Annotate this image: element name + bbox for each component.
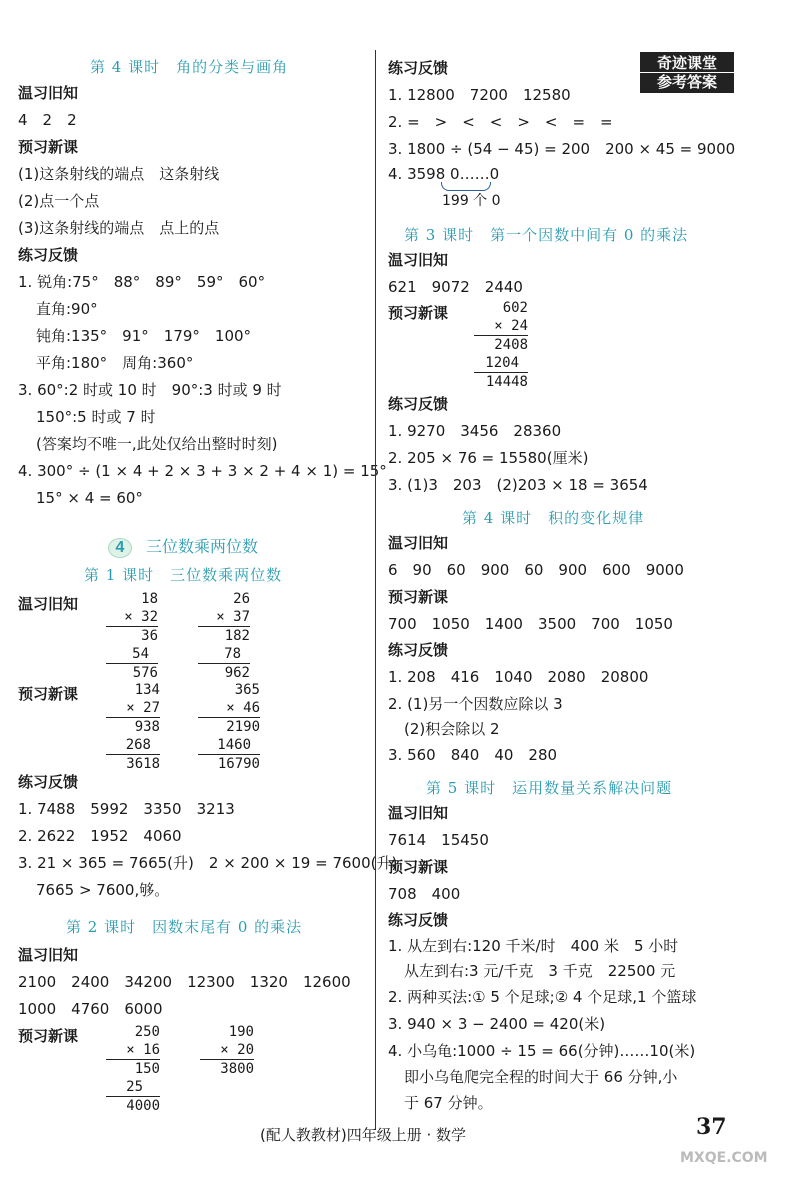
- l5-practice-2: 2. 两种买法:① 5 个足球;② 4 个足球,1 个篮球: [388, 988, 697, 1006]
- calc-line: 268: [125, 737, 151, 753]
- unit-title-text: 三位数乘两位数: [146, 539, 259, 556]
- calc-line: 16790: [217, 756, 260, 772]
- calc-line: 962: [224, 665, 250, 681]
- practice-1-straight: 平角:180° 周角:360°: [36, 354, 194, 372]
- l5-practice-4b: 即小乌龟爬完全程的时间大于 66 分钟,小: [404, 1068, 678, 1086]
- calc-line: 36: [141, 628, 158, 644]
- lesson-5-title: 第 5 课时 运用数量关系解决问题: [426, 779, 673, 797]
- calc-line: 250: [134, 1024, 160, 1040]
- l1-practice-2: 2. 2622 1952 4060: [18, 827, 182, 845]
- l5-preview-heading: 预习新课: [388, 858, 449, 876]
- calc-line: 1204: [485, 355, 519, 371]
- practice-3-line-2: 150°:5 时或 7 时: [36, 408, 156, 426]
- vertical-calc-365x46: [198, 681, 260, 773]
- calc-line: 26: [233, 591, 250, 607]
- l3-practice-heading: 练习反馈: [388, 395, 449, 413]
- calc-line: 938: [134, 719, 160, 735]
- l4-review: 6 90 60 900 60 900 600 9000: [388, 561, 684, 579]
- vertical-calc-26x37: [198, 590, 250, 682]
- zeros-brace: [441, 182, 491, 191]
- r-practice-4-note: 199 个 0: [442, 193, 501, 209]
- l4-practice-1: 1. 208 416 1040 2080 20800: [388, 668, 649, 686]
- lesson-1-title: 第 1 课时 三位数乘两位数: [84, 566, 283, 584]
- l2-review-line-2: 1000 4760 6000: [18, 1000, 163, 1018]
- l1-practice-3-line-1: 3. 21 × 365 = 7665(升) 2 × 200 × 19 = 7600(升): [18, 854, 398, 872]
- r-practice-1: 1. 12800 7200 12580: [388, 86, 571, 104]
- calc-line: × 37: [216, 609, 250, 625]
- l5-practice-1a: 1. 从左到右:120 千米/时 400 米 5 小时: [388, 937, 679, 955]
- unit-number: 4: [108, 538, 132, 558]
- practice-4-line-1: 4. 300° ÷ (1 × 4 + 2 × 3 + 3 × 2 + 4 × 1) = 15°: [18, 462, 387, 480]
- preview-item-2: (2)点一个点: [18, 192, 100, 210]
- calc-line: 54: [132, 646, 149, 662]
- calc-line: 365: [234, 682, 260, 698]
- badge-line-1: 奇迹课堂: [656, 54, 717, 72]
- l3-review-heading: 温习旧知: [388, 251, 449, 269]
- l2-review-heading: 温习旧知: [18, 946, 79, 964]
- review-answer: 4 2 2: [18, 111, 77, 129]
- calc-line: × 32: [124, 609, 158, 625]
- calc-line: 134: [134, 682, 160, 698]
- practice-1-right: 直角:90°: [36, 300, 98, 318]
- r-practice-4: 4. 3598 0……0: [388, 165, 500, 183]
- r-practice-3: 3. 1800 ÷ (54 − 45) = 200 200 × 45 = 9000: [388, 140, 736, 158]
- preview-heading: 预习新课: [18, 138, 79, 156]
- review-heading: 温习旧知: [18, 84, 79, 102]
- preview-item-3: (3)这条射线的端点 点上的点: [18, 219, 220, 237]
- l5-preview: 708 400: [388, 885, 461, 903]
- l5-practice-heading: 练习反馈: [388, 911, 449, 929]
- vertical-calc-18x32: [106, 590, 158, 682]
- calc-line: 2190: [226, 719, 260, 735]
- l1-preview-heading: 预习新课: [18, 685, 79, 703]
- page-footer: (配人教教材)四年级上册 · 数学: [260, 1126, 467, 1144]
- vertical-calc-134x27: [106, 681, 160, 773]
- l4-practice-3: 3. 560 840 40 280: [388, 746, 558, 764]
- l5-practice-4a: 4. 小乌龟:1000 ÷ 15 = 66(分钟)……10(米): [388, 1042, 696, 1060]
- vertical-calc-250x16: [106, 1023, 160, 1115]
- l4-practice-heading: 练习反馈: [388, 641, 449, 659]
- practice-3-line-1: 3. 60°:2 时或 10 时 90°:3 时或 9 时: [18, 381, 282, 399]
- calc-line: × 46: [226, 700, 260, 716]
- r-practice-heading: 练习反馈: [388, 59, 449, 77]
- watermark: MXQE.COM: [680, 1150, 768, 1166]
- page-number: 37: [696, 1114, 727, 1140]
- vertical-calc-602x24: [474, 299, 528, 391]
- lesson-4-title: 第 4 课时 角的分类与画角: [90, 58, 289, 76]
- badge-line-2: 参考答案: [640, 72, 734, 91]
- l3-practice-1: 1. 9270 3456 28360: [388, 422, 562, 440]
- l2-preview-heading: 预习新课: [18, 1027, 79, 1045]
- l3-practice-2: 2. 205 × 76 = 15580(厘米): [388, 449, 589, 467]
- calc-line: 4000: [126, 1098, 160, 1114]
- calc-line: 576: [132, 665, 158, 681]
- calc-line: 3800: [220, 1061, 254, 1077]
- practice-4-line-2: 15° × 4 = 60°: [36, 489, 143, 507]
- l5-review-heading: 温习旧知: [388, 804, 449, 822]
- l5-practice-3: 3. 940 × 3 − 2400 = 420(米): [388, 1015, 606, 1033]
- calc-line: × 16: [126, 1042, 160, 1058]
- calc-line: 1460: [217, 737, 251, 753]
- l2-review-line-1: 2100 2400 34200 12300 1320 12600: [18, 973, 351, 991]
- vertical-calc-190x20: [200, 1023, 254, 1078]
- l5-practice-1b: 从左到右:3 元/千克 3 千克 22500 元: [404, 962, 676, 980]
- l5-practice-4c: 于 67 分钟。: [404, 1094, 493, 1112]
- l4-preview-heading: 预习新课: [388, 588, 449, 606]
- l1-practice-1: 1. 7488 5992 3350 3213: [18, 800, 235, 818]
- calc-line: 14448: [485, 374, 528, 390]
- practice-1-acute: 1. 锐角:75° 88° 89° 59° 60°: [18, 273, 266, 291]
- calc-line: 190: [228, 1024, 254, 1040]
- calc-line: 602: [502, 300, 528, 316]
- l4-review-heading: 温习旧知: [388, 534, 449, 552]
- l3-preview-heading: 预习新课: [388, 304, 449, 322]
- lesson-4b-title: 第 4 课时 积的变化规律: [462, 509, 645, 527]
- calc-line: × 20: [220, 1042, 254, 1058]
- calc-line: 18: [141, 591, 158, 607]
- l5-review: 7614 15450: [388, 831, 489, 849]
- l1-practice-3-line-2: 7665 > 7600,够。: [36, 881, 170, 899]
- calc-line: 150: [134, 1061, 160, 1077]
- practice-1-obtuse: 钝角:135° 91° 179° 100°: [36, 327, 252, 345]
- calc-line: 182: [224, 628, 250, 644]
- l4-practice-2b: (2)积会除以 2: [404, 720, 500, 738]
- l4-practice-2a: 2. (1)另一个因数应除以 3: [388, 695, 563, 713]
- practice-heading: 练习反馈: [18, 246, 79, 264]
- answer-badge: [640, 52, 734, 93]
- preview-item-1: (1)这条射线的端点 这条射线: [18, 165, 220, 183]
- calc-line: 25: [126, 1079, 143, 1095]
- unit-title: [108, 534, 258, 558]
- l3-review: 621 9072 2440: [388, 278, 523, 296]
- l3-practice-3: 3. (1)3 203 (2)203 × 18 = 3654: [388, 476, 648, 494]
- practice-3-note: (答案均不唯一,此处仅给出整时时刻): [36, 435, 278, 453]
- column-divider: [375, 50, 376, 1130]
- calc-line: 2408: [494, 337, 528, 353]
- calc-line: 3618: [126, 756, 160, 772]
- l4-preview: 700 1050 1400 3500 700 1050: [388, 615, 673, 633]
- r-practice-2: 2. = > < < > < = =: [388, 113, 613, 131]
- calc-line: 78: [224, 646, 241, 662]
- lesson-2-title: 第 2 课时 因数末尾有 0 的乘法: [66, 918, 303, 936]
- lesson-3-title: 第 3 课时 第一个因数中间有 0 的乘法: [404, 226, 689, 244]
- calc-line: × 27: [126, 700, 160, 716]
- l1-practice-heading: 练习反馈: [18, 773, 79, 791]
- calc-line: × 24: [494, 318, 528, 334]
- l1-review-heading: 温习旧知: [18, 595, 79, 613]
